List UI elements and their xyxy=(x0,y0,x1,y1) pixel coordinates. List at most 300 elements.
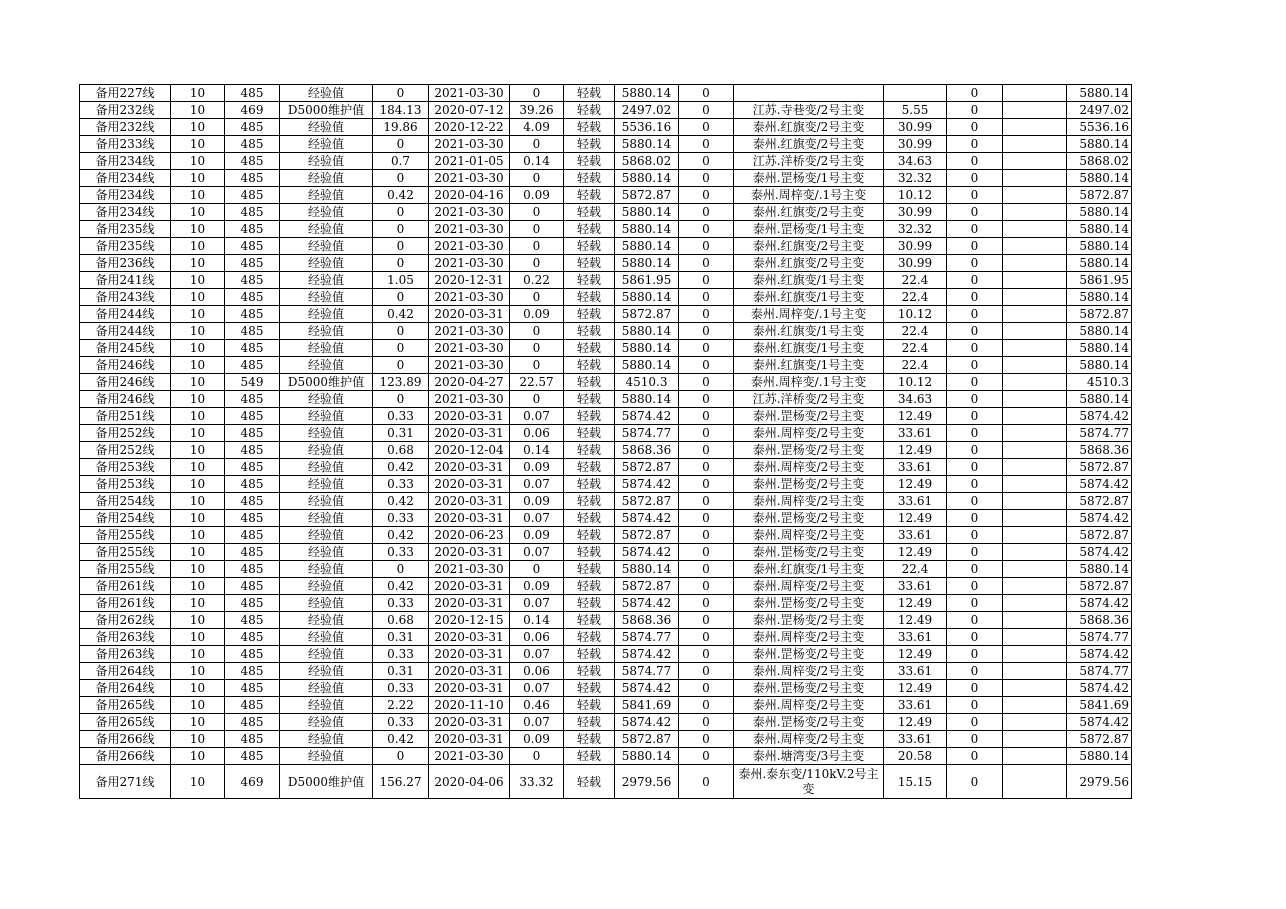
table-cell: 0 xyxy=(510,255,564,272)
table-cell: 0 xyxy=(510,340,564,357)
table-cell: 0 xyxy=(947,731,1003,748)
table-cell: 2021-01-05 xyxy=(429,153,510,170)
table-cell: 轻载 xyxy=(564,663,615,680)
table-cell: 泰州.罡杨变/2号主变 xyxy=(734,476,884,493)
table-row xyxy=(80,561,1132,578)
table-cell: 0 xyxy=(679,289,734,306)
table-cell: 0.7 xyxy=(373,153,429,170)
table-cell: 经验值 xyxy=(280,238,373,255)
table-cell: 5872.87 xyxy=(1067,578,1132,595)
table-cell: 5872.87 xyxy=(1067,731,1132,748)
table-cell xyxy=(1003,323,1067,340)
table-cell xyxy=(1003,612,1067,629)
table-cell: 12.49 xyxy=(884,680,947,697)
table-cell: 泰州.罡杨变/2号主变 xyxy=(734,595,884,612)
table-cell: 备用253线 xyxy=(80,459,171,476)
table-cell xyxy=(1003,544,1067,561)
table-cell: 485 xyxy=(225,238,280,255)
table-cell xyxy=(1003,136,1067,153)
table-cell: 0.07 xyxy=(510,408,564,425)
table-cell: 5880.14 xyxy=(1067,357,1132,374)
table-cell: 485 xyxy=(225,204,280,221)
table-cell: 经验值 xyxy=(280,204,373,221)
table-cell: 0 xyxy=(373,170,429,187)
table-cell: 549 xyxy=(225,374,280,391)
table-cell: 12.49 xyxy=(884,544,947,561)
table-cell: 10 xyxy=(171,187,225,204)
table-cell: 5880.14 xyxy=(615,748,679,765)
table-cell: 泰州.红旗变/1号主变 xyxy=(734,340,884,357)
table-cell: 泰州.红旗变/1号主变 xyxy=(734,561,884,578)
table-cell: 备用254线 xyxy=(80,493,171,510)
table-cell: 2021-03-30 xyxy=(429,136,510,153)
table-cell xyxy=(1003,119,1067,136)
table-cell: 轻载 xyxy=(564,425,615,442)
table-cell: 0 xyxy=(947,544,1003,561)
table-cell: 0 xyxy=(679,680,734,697)
table-cell: 泰州.红旗变/2号主变 xyxy=(734,204,884,221)
table-cell: 泰州.红旗变/2号主变 xyxy=(734,119,884,136)
table-cell: 33.61 xyxy=(884,731,947,748)
table-cell xyxy=(1003,238,1067,255)
table-cell: 0 xyxy=(679,374,734,391)
table-cell xyxy=(1003,646,1067,663)
table-cell: 备用255线 xyxy=(80,527,171,544)
table-cell: 5874.77 xyxy=(1067,425,1132,442)
table-cell: 15.15 xyxy=(884,765,947,799)
table-cell: 5874.77 xyxy=(1067,629,1132,646)
table-cell: 经验值 xyxy=(280,323,373,340)
table-cell: 10 xyxy=(171,357,225,374)
table-cell: 10 xyxy=(171,153,225,170)
table-cell: 5868.36 xyxy=(615,612,679,629)
table-cell: 10 xyxy=(171,510,225,527)
table-cell: 经验值 xyxy=(280,255,373,272)
table-cell: 0 xyxy=(373,357,429,374)
table-cell: 2021-03-30 xyxy=(429,238,510,255)
table-cell: 2979.56 xyxy=(615,765,679,799)
table-row xyxy=(80,340,1132,357)
table-cell: 0 xyxy=(510,357,564,374)
table-row xyxy=(80,748,1132,765)
table-cell: 0 xyxy=(947,646,1003,663)
table-cell: 10 xyxy=(171,272,225,289)
table-cell: 485 xyxy=(225,85,280,102)
table-cell: 轻载 xyxy=(564,221,615,238)
table-cell: 10 xyxy=(171,408,225,425)
table-cell: 0.09 xyxy=(510,459,564,476)
table-cell: 2020-03-31 xyxy=(429,714,510,731)
table-cell: 5880.14 xyxy=(615,357,679,374)
table-cell: 5.55 xyxy=(884,102,947,119)
table-cell: 2020-03-31 xyxy=(429,731,510,748)
table-cell: 0 xyxy=(947,391,1003,408)
table-cell: 泰州.罡杨变/2号主变 xyxy=(734,714,884,731)
table-cell: 泰州.红旗变/2号主变 xyxy=(734,255,884,272)
table-cell: 485 xyxy=(225,680,280,697)
table-cell: 轻载 xyxy=(564,170,615,187)
table-cell: 5874.42 xyxy=(1067,646,1132,663)
table-cell: 轻载 xyxy=(564,442,615,459)
table-cell: 经验值 xyxy=(280,629,373,646)
table-cell: 泰州.罡杨变/2号主变 xyxy=(734,510,884,527)
table-cell: 5874.42 xyxy=(615,544,679,561)
table-cell: 10 xyxy=(171,748,225,765)
table-cell: 5868.36 xyxy=(615,442,679,459)
table-cell: 备用264线 xyxy=(80,680,171,697)
table-cell: 备用262线 xyxy=(80,612,171,629)
table-cell xyxy=(1003,510,1067,527)
table-cell: 0 xyxy=(947,153,1003,170)
table-cell: 0 xyxy=(679,493,734,510)
table-cell: 2497.02 xyxy=(615,102,679,119)
table-cell: 485 xyxy=(225,561,280,578)
table-cell: 0 xyxy=(947,136,1003,153)
table-cell: 2020-12-22 xyxy=(429,119,510,136)
table-cell xyxy=(1003,85,1067,102)
table-cell: 0.33 xyxy=(373,544,429,561)
table-cell: 5880.14 xyxy=(1067,136,1132,153)
table-cell: 备用265线 xyxy=(80,697,171,714)
table-cell: 0 xyxy=(510,391,564,408)
table-cell: 2020-03-31 xyxy=(429,544,510,561)
table-row xyxy=(80,425,1132,442)
table-row xyxy=(80,527,1132,544)
table-cell: 5874.42 xyxy=(1067,408,1132,425)
table-cell: 经验值 xyxy=(280,425,373,442)
table-cell: 33.61 xyxy=(884,629,947,646)
table-row xyxy=(80,357,1132,374)
table-cell: 5872.87 xyxy=(1067,493,1132,510)
table-cell: 泰州.泰东变/110kV.2号主变 xyxy=(734,765,884,799)
table-cell: 5536.16 xyxy=(1067,119,1132,136)
table-cell xyxy=(1003,289,1067,306)
table-cell: 10 xyxy=(171,612,225,629)
table-cell: 0 xyxy=(947,204,1003,221)
table-cell xyxy=(1003,714,1067,731)
table-cell: 备用261线 xyxy=(80,578,171,595)
table-cell: 0.33 xyxy=(373,408,429,425)
table-cell: 0 xyxy=(947,221,1003,238)
table-cell: 经验值 xyxy=(280,544,373,561)
table-cell: 22.4 xyxy=(884,289,947,306)
table-cell: 0.09 xyxy=(510,493,564,510)
table-cell: 5880.14 xyxy=(615,289,679,306)
table-cell: 泰州.罡杨变/2号主变 xyxy=(734,544,884,561)
table-cell: 485 xyxy=(225,221,280,238)
table-cell: 10.12 xyxy=(884,374,947,391)
table-cell: 5880.14 xyxy=(1067,748,1132,765)
table-cell: 轻载 xyxy=(564,578,615,595)
table-cell: 0.68 xyxy=(373,442,429,459)
table-row xyxy=(80,544,1132,561)
table-cell: 10 xyxy=(171,102,225,119)
table-cell: 0 xyxy=(947,187,1003,204)
table-cell: 泰州.红旗变/2号主变 xyxy=(734,238,884,255)
table-cell: 0 xyxy=(947,255,1003,272)
table-cell: 备用266线 xyxy=(80,731,171,748)
table-cell: 轻载 xyxy=(564,289,615,306)
table-cell: 5872.87 xyxy=(615,306,679,323)
table-cell: 泰州.周梓变/2号主变 xyxy=(734,731,884,748)
table-cell: 泰州.红旗变/1号主变 xyxy=(734,289,884,306)
table-cell: 0 xyxy=(679,544,734,561)
table-cell: 经验值 xyxy=(280,170,373,187)
table-cell: 2020-07-12 xyxy=(429,102,510,119)
table-cell: 0.31 xyxy=(373,663,429,680)
table-cell: 0 xyxy=(373,85,429,102)
table-cell: 0 xyxy=(373,323,429,340)
table-cell: 0 xyxy=(373,136,429,153)
table-cell: 0.33 xyxy=(373,714,429,731)
table-cell: 泰州.罡杨变/1号主变 xyxy=(734,170,884,187)
table-cell: D5000维护值 xyxy=(280,765,373,799)
table-cell: 泰州.罡杨变/2号主变 xyxy=(734,442,884,459)
table-cell: 34.63 xyxy=(884,391,947,408)
table-cell: 备用252线 xyxy=(80,442,171,459)
table-cell: 0 xyxy=(510,170,564,187)
table-cell: 10 xyxy=(171,561,225,578)
table-cell: 轻载 xyxy=(564,340,615,357)
table-cell: 经验值 xyxy=(280,136,373,153)
table-cell: 0.33 xyxy=(373,595,429,612)
table-cell: 备用245线 xyxy=(80,340,171,357)
table-cell: 0 xyxy=(679,408,734,425)
table-cell: 5874.77 xyxy=(1067,663,1132,680)
table-cell: 0.31 xyxy=(373,425,429,442)
table-cell: 备用254线 xyxy=(80,510,171,527)
table-cell: 0 xyxy=(679,357,734,374)
table-cell: 5872.87 xyxy=(615,493,679,510)
table-cell: 485 xyxy=(225,510,280,527)
table-cell: 备用244线 xyxy=(80,306,171,323)
table-cell: 0 xyxy=(947,510,1003,527)
table-cell: 5880.14 xyxy=(1067,170,1132,187)
table-cell: 0 xyxy=(947,629,1003,646)
table-cell: 5880.14 xyxy=(615,340,679,357)
table-cell: 485 xyxy=(225,646,280,663)
table-cell: 0 xyxy=(510,85,564,102)
table-cell: 备用263线 xyxy=(80,629,171,646)
table-cell: 经验值 xyxy=(280,561,373,578)
table-cell: 5872.87 xyxy=(1067,306,1132,323)
table-row xyxy=(80,714,1132,731)
table-cell: 33.61 xyxy=(884,578,947,595)
table-cell: 0 xyxy=(679,340,734,357)
table-cell: 5874.42 xyxy=(1067,595,1132,612)
table-cell: 2021-03-30 xyxy=(429,391,510,408)
table-cell: 泰州.红旗变/1号主变 xyxy=(734,272,884,289)
table-cell: 备用255线 xyxy=(80,561,171,578)
table-cell: 0 xyxy=(947,408,1003,425)
table-cell: 0.14 xyxy=(510,612,564,629)
table-cell: 0 xyxy=(679,306,734,323)
table-cell: 备用265线 xyxy=(80,714,171,731)
table-cell: 0 xyxy=(947,765,1003,799)
table-cell: 轻载 xyxy=(564,306,615,323)
table-cell: 经验值 xyxy=(280,340,373,357)
table-cell: 2020-03-31 xyxy=(429,306,510,323)
table-cell: 轻载 xyxy=(564,493,615,510)
table-cell: 0 xyxy=(679,748,734,765)
table-cell: 10 xyxy=(171,527,225,544)
table-cell: 32.32 xyxy=(884,170,947,187)
table-cell: 轻载 xyxy=(564,731,615,748)
table-cell: 485 xyxy=(225,119,280,136)
table-cell xyxy=(1003,204,1067,221)
table-cell: 0 xyxy=(947,680,1003,697)
table-cell: 485 xyxy=(225,323,280,340)
table-cell: 轻载 xyxy=(564,561,615,578)
table-cell: 10 xyxy=(171,697,225,714)
table-cell: 2020-12-04 xyxy=(429,442,510,459)
table-cell: 10 xyxy=(171,340,225,357)
table-cell: 32.32 xyxy=(884,221,947,238)
table-cell: 2020-03-31 xyxy=(429,476,510,493)
table-cell: 2020-03-31 xyxy=(429,629,510,646)
table-cell: 22.4 xyxy=(884,357,947,374)
table-cell: 0.42 xyxy=(373,187,429,204)
table-cell: 2020-04-06 xyxy=(429,765,510,799)
table-cell: 江苏.寺巷变/2号主变 xyxy=(734,102,884,119)
table-cell: 0 xyxy=(679,102,734,119)
table-cell: 轻载 xyxy=(564,272,615,289)
table-cell: 轻载 xyxy=(564,527,615,544)
table-cell: 5868.02 xyxy=(1067,153,1132,170)
table-row xyxy=(80,595,1132,612)
table-cell: 5880.14 xyxy=(615,170,679,187)
table-cell: 33.61 xyxy=(884,697,947,714)
table-cell: 12.49 xyxy=(884,510,947,527)
table-cell: 泰州.周梓变/2号主变 xyxy=(734,459,884,476)
table-cell xyxy=(1003,561,1067,578)
table-cell: 经验值 xyxy=(280,408,373,425)
table-cell: 2021-03-30 xyxy=(429,170,510,187)
table-cell: 轻载 xyxy=(564,459,615,476)
table-cell: 0 xyxy=(947,323,1003,340)
table-cell: 5536.16 xyxy=(615,119,679,136)
table-cell: 0 xyxy=(679,697,734,714)
table-cell: 485 xyxy=(225,340,280,357)
table-cell: 0 xyxy=(510,238,564,255)
table-cell: 0 xyxy=(947,425,1003,442)
table-cell: 10 xyxy=(171,306,225,323)
table-cell xyxy=(1003,187,1067,204)
table-cell: 10 xyxy=(171,544,225,561)
table-cell: 轻载 xyxy=(564,765,615,799)
table-cell: 0.14 xyxy=(510,153,564,170)
table-cell: 备用243线 xyxy=(80,289,171,306)
table-cell: 10 xyxy=(171,731,225,748)
table-cell: 2021-03-30 xyxy=(429,748,510,765)
table-cell: 轻载 xyxy=(564,153,615,170)
table-row xyxy=(80,391,1132,408)
table-cell: 0 xyxy=(947,170,1003,187)
table-cell: 轻载 xyxy=(564,544,615,561)
table-row xyxy=(80,374,1132,391)
table-cell: 轻载 xyxy=(564,323,615,340)
table-cell: 123.89 xyxy=(373,374,429,391)
table-cell: 0 xyxy=(679,731,734,748)
table-cell: 0 xyxy=(679,187,734,204)
table-cell: 485 xyxy=(225,187,280,204)
table-cell: 485 xyxy=(225,629,280,646)
table-cell: 0 xyxy=(947,527,1003,544)
table-cell: 经验值 xyxy=(280,153,373,170)
table-cell: 5880.14 xyxy=(1067,204,1132,221)
table-cell: 0.07 xyxy=(510,476,564,493)
table-cell: 2979.56 xyxy=(1067,765,1132,799)
table-cell: 30.99 xyxy=(884,204,947,221)
table-cell: 备用236线 xyxy=(80,255,171,272)
table-cell xyxy=(1003,153,1067,170)
table-row xyxy=(80,323,1132,340)
table-cell: 0.42 xyxy=(373,578,429,595)
table-cell: 0.42 xyxy=(373,459,429,476)
table-cell xyxy=(1003,731,1067,748)
table-cell: 0 xyxy=(947,238,1003,255)
table-cell: 10 xyxy=(171,765,225,799)
table-cell: 2021-03-30 xyxy=(429,357,510,374)
table-cell: 485 xyxy=(225,612,280,629)
table-cell: 0.46 xyxy=(510,697,564,714)
table-cell: 0 xyxy=(947,578,1003,595)
table-cell: 轻载 xyxy=(564,510,615,527)
table-cell: 0.09 xyxy=(510,187,564,204)
table-cell: 0 xyxy=(373,561,429,578)
table-cell: 10 xyxy=(171,595,225,612)
table-cell: 经验值 xyxy=(280,646,373,663)
table-cell: 泰州.周梓变/2号主变 xyxy=(734,629,884,646)
table-cell: 0.07 xyxy=(510,544,564,561)
table-cell: 0 xyxy=(679,425,734,442)
table-cell: 0 xyxy=(947,663,1003,680)
table-cell: 12.49 xyxy=(884,408,947,425)
table-cell: 0.09 xyxy=(510,527,564,544)
table-cell: 备用246线 xyxy=(80,374,171,391)
table-cell: 0 xyxy=(947,306,1003,323)
table-cell: 0 xyxy=(510,561,564,578)
table-cell: 2020-03-31 xyxy=(429,425,510,442)
table-cell: 0.07 xyxy=(510,680,564,697)
table-cell: 485 xyxy=(225,289,280,306)
table-row xyxy=(80,680,1132,697)
table-cell: 0.09 xyxy=(510,578,564,595)
table-cell: 12.49 xyxy=(884,476,947,493)
table-cell: 轻载 xyxy=(564,629,615,646)
table-cell: 10 xyxy=(171,289,225,306)
table-cell: 0.14 xyxy=(510,442,564,459)
table-cell: 10.12 xyxy=(884,187,947,204)
table-cell: 485 xyxy=(225,493,280,510)
table-cell: 2020-03-31 xyxy=(429,408,510,425)
table-cell xyxy=(1003,663,1067,680)
table-cell: 经验值 xyxy=(280,680,373,697)
table-cell: 5874.42 xyxy=(1067,476,1132,493)
table-cell: 485 xyxy=(225,272,280,289)
table-cell: 10 xyxy=(171,459,225,476)
table-cell: 485 xyxy=(225,357,280,374)
table-cell: 经验值 xyxy=(280,510,373,527)
table-cell: 备用246线 xyxy=(80,391,171,408)
table-cell: 2021-03-30 xyxy=(429,340,510,357)
table-cell: 备用234线 xyxy=(80,170,171,187)
table-cell: 2021-03-30 xyxy=(429,221,510,238)
table-cell: 22.4 xyxy=(884,561,947,578)
table-cell: 485 xyxy=(225,748,280,765)
table-cell: 经验值 xyxy=(280,289,373,306)
table-cell: 0.31 xyxy=(373,629,429,646)
